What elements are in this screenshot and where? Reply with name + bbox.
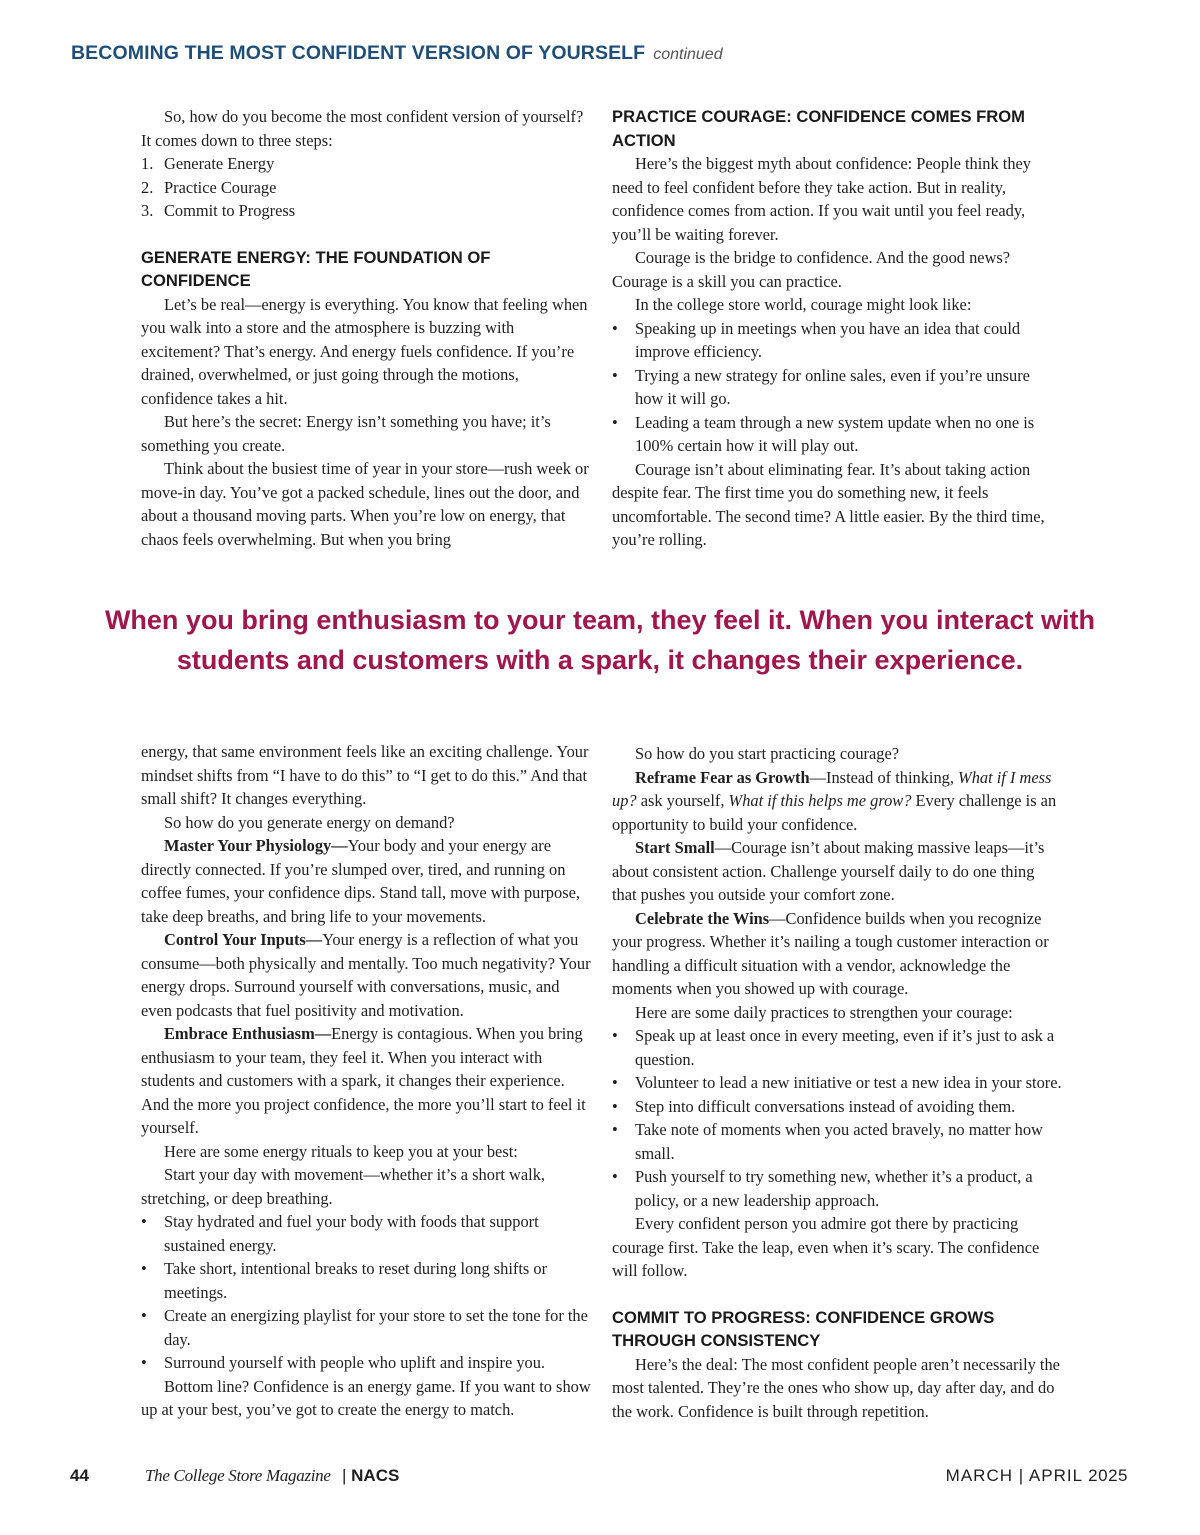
paragraph: Celebrate the Wins—Confidence builds when you recognize your progress. Whether it’s nailing a tough customer interaction or handling a difficult situation with a vendor, acknowledge the moments when you showed up with courage.: [612, 908, 1049, 998]
column-bottom-left: [141, 740, 591, 1422]
paragraph: Let’s be real—energy is everything. You know that feeling when you walk into a store and the atmosphere is buzzing with excitement? That’s energy. And energy fuels confidence. If you’re drained, overwhelmed, or just going through the motions, confidence takes a hit.: [141, 294, 588, 408]
magazine-title: The College Store Magazine: [145, 1466, 331, 1485]
list-item: • Take note of moments when you acted bravely, no matter how small.: [612, 1120, 1043, 1163]
steps-list: [141, 152, 591, 223]
pull-quote-line: students and customers with a spark, it changes their experience.: [176, 645, 1024, 675]
paragraph: Courage is the bridge to confidence. And the good news? Courage is a skill you can practice.: [612, 248, 1011, 291]
list-item: • Trying a new strategy for online sales, even if you’re unsure how it will go.: [612, 365, 1030, 408]
paragraph: Control Your Inputs—Your energy is a reflection of what you consume—both physically and mentally. Too much negativity? Your energy drops. Surround yourself with conversations, music, and even podcasts that fuel positivity and motivation.: [141, 930, 591, 1020]
run-in-heading: Start Small: [635, 838, 715, 857]
list-item: • Push yourself to try something new, whether it’s a product, a policy, or a new leadership approach.: [612, 1167, 1033, 1210]
list-item: 3. Commit to Progress: [141, 201, 296, 220]
header-title: BECOMING THE MOST CONFIDENT VERSION OF YOURSELF: [71, 42, 646, 64]
paragraph: Courage isn’t about eliminating fear. It’s about taking action despite fear. The first time you do something new, it feels uncomfortable. The second time? A little easier. By the third time, you’re rolling.: [612, 459, 1045, 549]
run-in-heading: Embrace Enthusiasm—: [164, 1024, 332, 1043]
paragraph: Think about the busiest time of year in your store—rush week or move-in day. You’ve got a packed schedule, lines out the door, and about a thousand moving parts. When you’re low on energy, that chaos feels overwhelming. But when you bring: [141, 459, 589, 549]
paragraph: Every confident person you admire got there by practicing courage first. Take the leap, even when it’s scary. The confidence will follow.: [612, 1214, 1040, 1280]
page-footer: [0, 1466, 1200, 1492]
paragraph: Here’s the deal: The most confident people aren’t necessarily the most talented. They’re the ones who show up, day after day, and do the work. Confidence is built through repetition.: [612, 1354, 1060, 1421]
run-in-heading: Reframe Fear as Growth: [635, 767, 810, 787]
list-item: • Create an energizing playlist for your store to set the tone for the day.: [141, 1306, 588, 1349]
list-item: • Speak up at least once in every meeting, even if it’s just to ask a question.: [612, 1026, 1055, 1069]
paragraph: Start Small—Courage isn’t about making massive leaps—it’s about consistent action. Challenge yourself daily to do one thing that pushes you outside your comfort zone.: [612, 838, 1045, 904]
paragraph: Start your day with movement—whether it’s a short walk, stretching, or deep breathing.: [141, 1165, 546, 1208]
paragraph: Reframe Fear as Growth—Instead of thinking, What if I mess up? ask yourself, What if this helps me grow? Every challenge is an opportunity to build your confidence.: [612, 767, 1057, 834]
run-in-heading: Celebrate the Wins: [635, 908, 770, 928]
run-in-heading: Master Your Physiology—: [164, 836, 348, 855]
list-item: • Step into difficult conversations instead of avoiding them.: [612, 1096, 1016, 1116]
paragraph: energy, that same environment feels like an exciting challenge. Your mindset shifts from “I have to do this” to “I get to do this.” And that small shift? It changes everything.: [141, 742, 589, 808]
column-bottom-right: [612, 742, 1062, 1423]
column-top-left: [141, 105, 591, 551]
list-item: • Take short, intentional breaks to reset during long shifts or meetings.: [141, 1259, 548, 1302]
list-item: 2. Practice Courage: [141, 177, 277, 197]
list-item: 1. Generate Energy: [141, 154, 275, 173]
list-item: • Speaking up in meetings when you have an idea that could improve efficiency.: [612, 318, 1021, 361]
run-in-heading: Control Your Inputs—: [164, 930, 323, 949]
list-item: • Volunteer to lead a new initiative or test a new idea in your store.: [612, 1073, 1062, 1092]
list-item: • Leading a team through a new system update when no one is 100% certain how it will play out.: [612, 412, 1035, 455]
section-heading: PRACTICE COURAGE: CONFIDENCE COMES FROM ACTION: [612, 107, 1026, 150]
paragraph: Bottom line? Confidence is an energy game. If you want to show up at your best, you’ve got to create the energy to match.: [141, 1376, 591, 1419]
list-item: • Surround yourself with people who uplift and inspire you.: [141, 1353, 546, 1372]
section-heading: GENERATE ENERGY: THE FOUNDATION OF CONFIDENCE: [141, 247, 491, 290]
paragraph: But here’s the secret: Energy isn’t something you have; it’s something you create.: [141, 412, 551, 455]
header-continued: continued: [653, 46, 723, 63]
paragraph: Here’s the biggest myth about confidence: People think they need to feel confident before they take action. But in reality, confidence comes from action. If you wait until you feel ready, you’ll be waiting forever.: [612, 154, 1032, 244]
paragraph: In the college store world, courage might look like:: [635, 295, 972, 314]
paragraph: So how do you start practicing courage?: [635, 744, 899, 763]
pull-quote-line: When you bring enthusiasm to your team, they feel it. When you interact with: [104, 605, 1096, 635]
issue-date: MARCH | APRIL 2025: [945, 1466, 1128, 1485]
section-heading: COMMIT TO PROGRESS: CONFIDENCE GROWS THROUGH CONSISTENCY: [612, 1307, 995, 1350]
column-top-right: [612, 105, 1062, 552]
page-number: 44: [70, 1466, 89, 1485]
list-item: • Stay hydrated and fuel your body with foods that support sustained energy.: [141, 1212, 539, 1255]
intro-paragraph: So, how do you become the most confident version of yourself? It comes down to three steps:: [141, 107, 584, 150]
running-header: [71, 42, 723, 65]
paragraph: Embrace Enthusiasm—Energy is contagious. When you bring enthusiasm to your team, they feel it. When you interact with students and customers with a spark, it changes their experience. And the more you project confidence, the more you’ll start to feel it yourself.: [141, 1024, 586, 1137]
paragraph: So how do you generate energy on demand?: [164, 812, 455, 832]
paragraph: Here are some energy rituals to keep you at your best:: [164, 1141, 518, 1161]
paragraph: Here are some daily practices to strengthen your courage:: [635, 1002, 1013, 1022]
paragraph: Master Your Physiology—Your body and your energy are directly connected. If you’re slumped over, tired, and running on coffee fumes, your confidence dips. Stand tall, move with purpose, take deep breaths, and bring life to your movements.: [141, 836, 580, 926]
pull-quote: [60, 600, 1140, 680]
publisher: | NACS: [342, 1466, 400, 1485]
